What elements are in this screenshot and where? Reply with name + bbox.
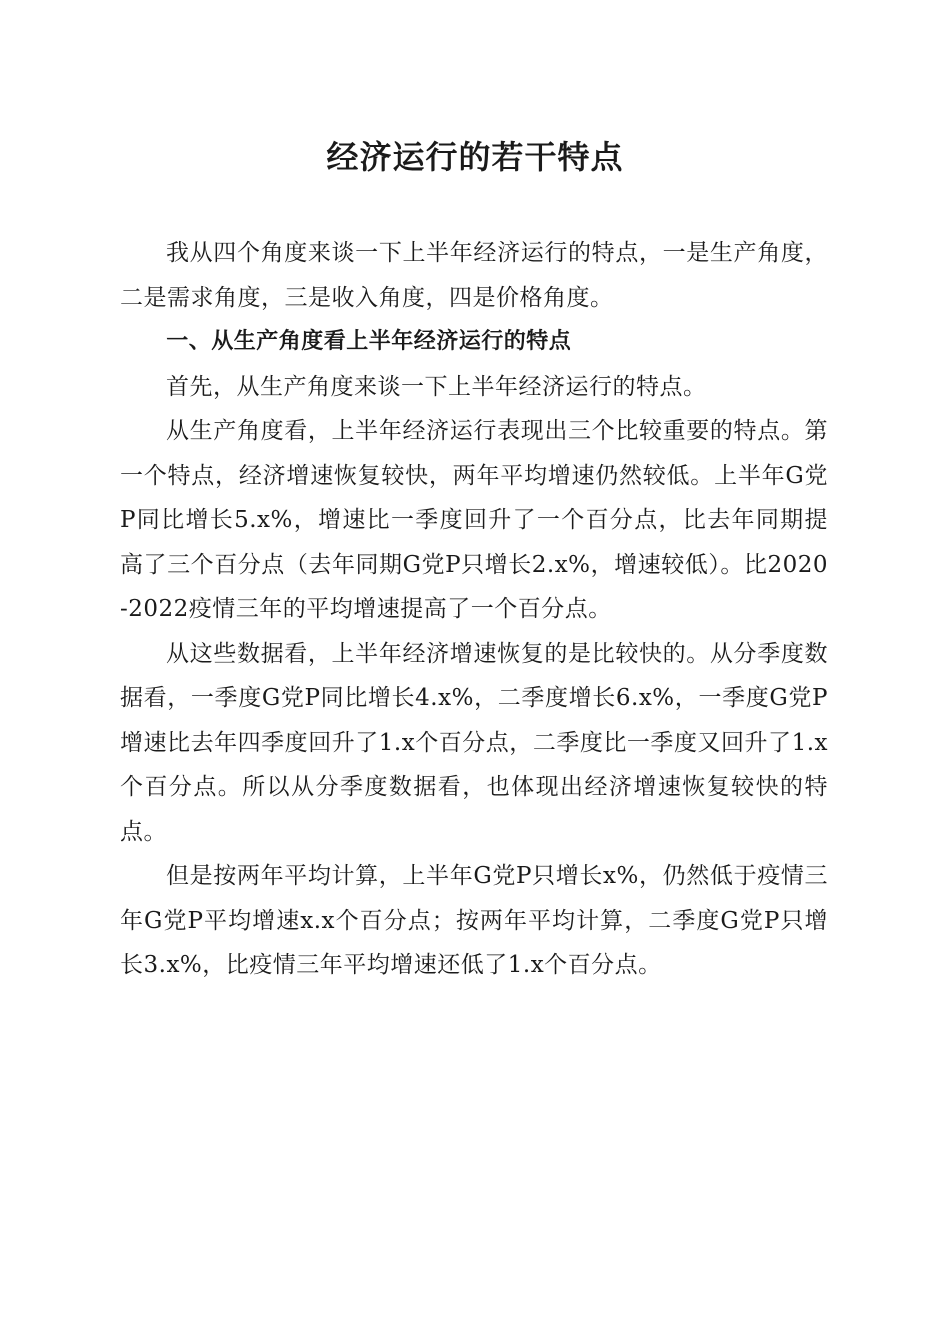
body-paragraph: 首先，从生产角度来谈一下上半年经济运行的特点。 [166, 373, 707, 400]
body-paragraph: 但是按两年平均计算，上半年G党P只增长x%，仍然低于疫情三年G党P平均增速x.x个百分点；按两年平均计算，二季度G党P只增长3.x%，比疫情三年平均增速还低了1.x个百分点。 [120, 863, 828, 978]
section-heading: 一、从生产角度看上半年经济运行的特点 [166, 329, 572, 354]
body-paragraph: 从生产角度看，上半年经济运行表现出三个比较重要的特点。第一个特点，经济增速恢复较快，两年平均增速仍然较低。上半年G党P同比增长5.x%，增速比一季度回升了一个百分点，比去年同期提高了三个百分点（去年同期G党P只增长2.x%，增速较低）。比2020-2022疫情三年的平均增速提高了一个百分点。 [120, 418, 828, 622]
document-body [120, 231, 828, 988]
document-title: 经济运行的若干特点 [326, 138, 624, 176]
body-paragraph: 从这些数据看，上半年经济增速恢复的是比较快的。从分季度数据看，一季度G党P同比增长4.x%，二季度增长6.x%，一季度G党P增速比去年四季度回升了1.x个百分点，二季度比一季度又回升了1.x个百分点。所以从分季度数据看，也体现出经济增速恢复较快的特点。 [120, 640, 828, 845]
intro-paragraph: 我从四个角度来谈一下上半年经济运行的特点，一是生产角度，二是需求角度，三是收入角度，四是价格角度。 [120, 240, 828, 311]
